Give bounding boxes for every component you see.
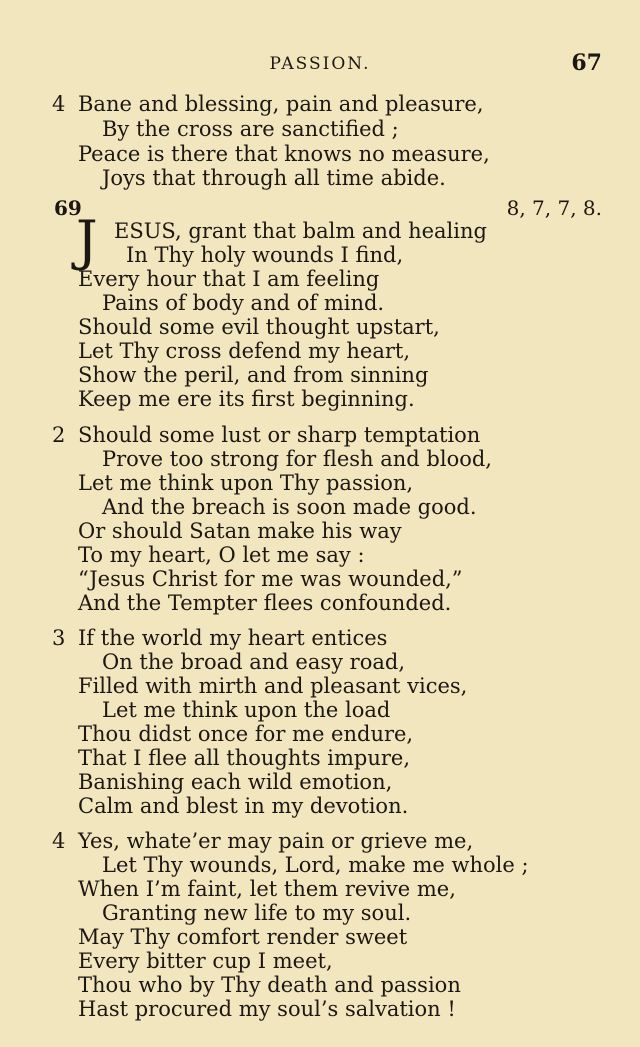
page-header-title: PASSION. [269, 54, 371, 74]
verse-line: Every bitter cup I meet, [78, 949, 333, 973]
hymn-number: 69 [54, 196, 82, 220]
verse-line: Let Thy wounds, Lord, make me whole ; [102, 853, 529, 877]
verse-number: 2 [52, 423, 66, 447]
verse-line: Should some evil thought upstart, [78, 315, 440, 339]
verse-line: Thou who by Thy death and passion [78, 973, 461, 997]
verse-line: Thou didst once for me endure, [78, 722, 414, 746]
verse-line: Filled with mirth and pleasant vices, [78, 674, 468, 698]
verse-line: Calm and blest in my devotion. [78, 794, 409, 818]
verse-line: Granting new life to my soul. [102, 901, 412, 925]
verse-line: That I flee all thoughts impure, [78, 746, 411, 770]
verse-line: Prove too strong for flesh and blood, [102, 447, 492, 471]
drop-cap: J [76, 209, 98, 272]
verse-line: Yes, whate’er may pain or grieve me, [78, 829, 474, 853]
verse-line: Let Thy cross defend my heart, [78, 339, 411, 363]
verse-line: Or should Satan make his way [78, 519, 402, 543]
hymn-meter: 8, 7, 7, 8. [506, 196, 602, 220]
verse-line: “Jesus Christ for me was wounded,” [78, 567, 463, 591]
verse-line: Joys that through all time abide. [102, 166, 446, 190]
verse-line: By the cross are sanctified ; [102, 117, 399, 141]
verse-line: Let me think upon the load [102, 698, 391, 722]
page-number: 67 [571, 50, 602, 76]
verse-line: ESUS, grant that balm and healing [114, 219, 487, 243]
verse-line: In Thy holy wounds I find, [126, 243, 404, 267]
verse-number: 4 [52, 92, 66, 116]
verse-line: Hast procured my soul’s salvation ! [78, 997, 456, 1021]
verse-line: Every hour that I am feeling [78, 267, 380, 291]
verse-line: Keep me ere its first beginning. [78, 387, 415, 411]
verse-line: Pains of body and of mind. [102, 291, 385, 315]
verse-number: 4 [52, 829, 66, 853]
verse-line: Should some lust or sharp temptation [78, 423, 481, 447]
verse-line: And the breach is soon made good. [102, 495, 477, 519]
verse-line: Show the peril, and from sinning [78, 363, 429, 387]
verse-number: 3 [52, 626, 66, 650]
verse-line: Bane and blessing, pain and pleasure, [78, 92, 484, 116]
verse-line: When I’m faint, let them revive me, [78, 877, 456, 901]
verse-line: If the world my heart entices [78, 626, 388, 650]
verse-line: Peace is there that knows no measure, [78, 142, 490, 166]
verse-line: Banishing each wild emotion, [78, 770, 393, 794]
verse-line: To my heart, O let me say : [78, 543, 365, 567]
verse-line: And the Tempter flees confounded. [78, 591, 452, 615]
verse-line: May Thy comfort render sweet [78, 925, 408, 949]
verse-line: Let me think upon Thy passion, [78, 471, 414, 495]
verse-line: On the broad and easy road, [102, 650, 405, 674]
